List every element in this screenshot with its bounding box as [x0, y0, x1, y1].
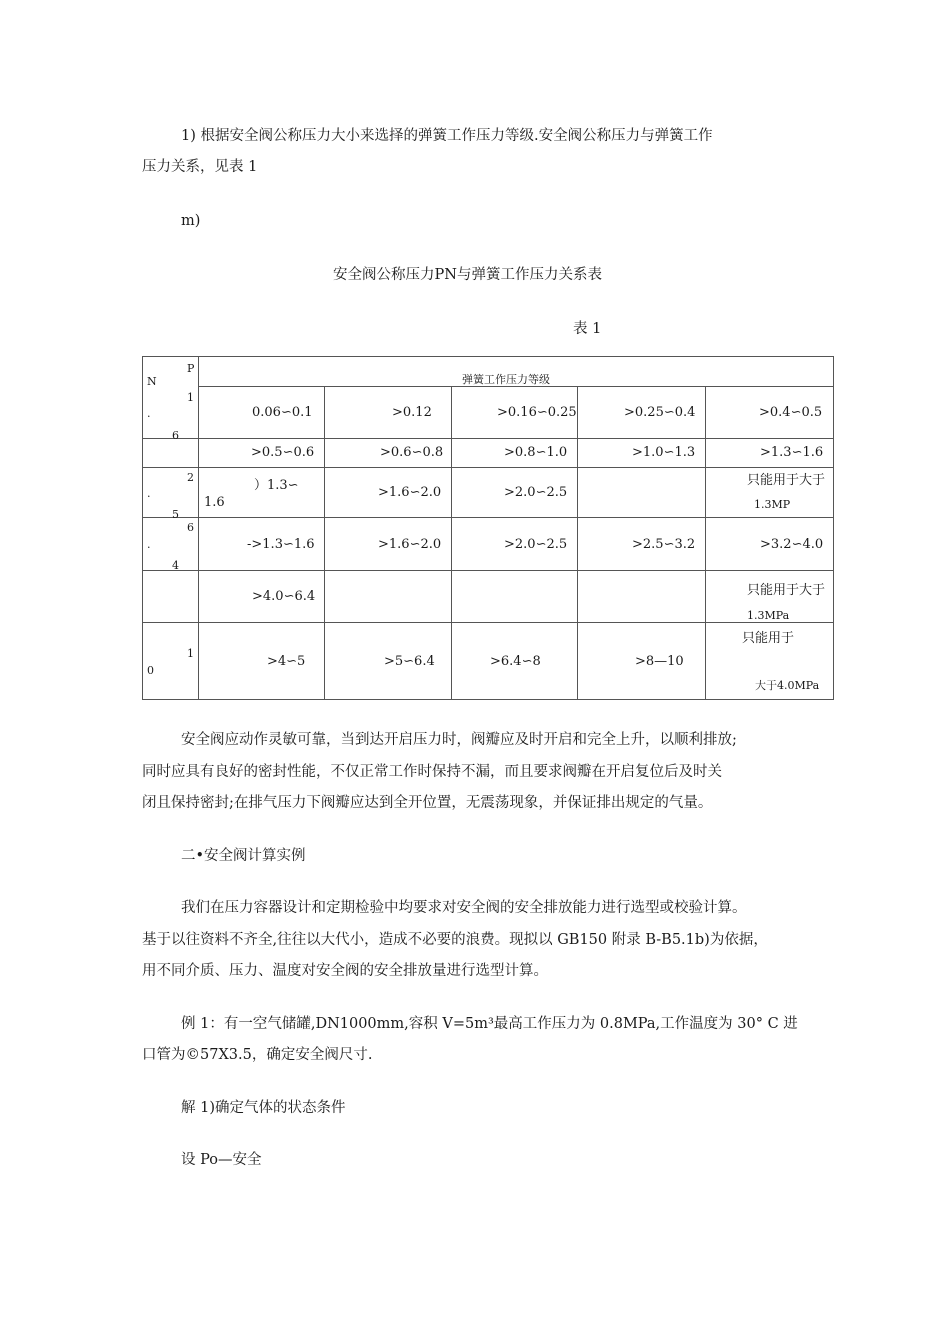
table-cell: >2.0∽2.5	[504, 537, 568, 552]
example-1-line-2: 口管为©57X3.5，确定安全阀尺寸.	[142, 1047, 373, 1063]
pressure-relation-table	[142, 356, 834, 700]
table-cell: >3.2∽4.0	[760, 537, 824, 552]
pn-value: 1	[187, 391, 194, 404]
header-pn-n: N	[147, 375, 157, 388]
table-cell: >4∽5	[267, 654, 306, 669]
body-paragraph-2-line-2: 基于以往资料不齐全,往往以大代小，造成不必要的浪费。现拟以 GB150 附录 B-B5.1b)为依据，	[142, 932, 768, 948]
table-cell: 0.06∽0.1	[252, 405, 313, 420]
table-cell: 只能用于大于	[747, 583, 826, 598]
table-cell: 只能用于大于	[747, 473, 826, 488]
pn-value: 4	[172, 559, 179, 572]
table-cell: >2.5∽3.2	[632, 537, 696, 552]
table-cell: >0.4∽0.5	[759, 405, 823, 420]
pn-value: 0	[147, 664, 154, 677]
header-pn-p: P	[187, 362, 195, 375]
table-cell: >1.6∽2.0	[378, 485, 442, 500]
example-1-line-1: 例 1：有一空气储罐,DN1000mm,容积 V=5m³最高工作压力为 0.8MPa,工作温度为 30° C 进	[181, 1016, 798, 1032]
table-cell: >0.25∽0.4	[624, 405, 696, 420]
table-cell: 1.3MP	[754, 498, 791, 511]
solution-step: 解 1)确定气体的状态条件	[181, 1100, 346, 1116]
body-paragraph-2-line-1: 我们在压力容器设计和定期检验中均要求对安全阀的安全排放能力进行选型或校验计算。	[181, 900, 747, 916]
pn-value: .	[147, 407, 151, 420]
pn-value: 1	[187, 647, 194, 660]
pn-value: .	[147, 487, 151, 500]
pn-value: 6	[187, 521, 194, 534]
table-cell: 只能用于	[742, 631, 795, 646]
intro-line-2: 压力关系，见表 1	[142, 159, 258, 175]
table-cell: >0.12	[392, 405, 432, 420]
pn-value: 5	[172, 508, 179, 521]
table-cell: ->1.3∽1.6	[247, 537, 315, 552]
table-cell: >1.0∽1.3	[632, 445, 696, 460]
table-cell: ）1.3∽	[254, 478, 299, 493]
pn-value: 6	[172, 429, 179, 442]
table-cell: >5∽6.4	[384, 654, 435, 669]
table-cell: >6.4∽8	[490, 654, 541, 669]
table-cell: 大于4.0MPa	[755, 679, 820, 692]
table-cell: >2.0∽2.5	[504, 485, 568, 500]
table-caption: 表 1	[573, 321, 602, 337]
table-cell: >0.5∽0.6	[251, 445, 315, 460]
table-title: 安全阀公称压力PN与弹簧工作压力关系表	[333, 267, 602, 283]
definition-line: 设 Po—安全	[181, 1152, 262, 1168]
unit-note: m)	[181, 213, 201, 229]
table-cell: >8—10	[635, 654, 684, 669]
section-heading: 二•安全阀计算实例	[181, 848, 306, 864]
body-paragraph-1-line-2: 同时应具有良好的密封性能，不仅正常工作时保持不漏，而且要求阀瓣在开启复位后及时关	[142, 764, 722, 780]
table-cell: >1.3∽1.6	[760, 445, 824, 460]
header-spring-pressure: 弹簧工作压力等级	[462, 373, 550, 386]
table-cell: >0.6∽0.8	[380, 445, 444, 460]
table-cell: >0.16∽0.25	[497, 405, 577, 420]
intro-line-1: 1) 根据安全阀公称压力大小来选择的弹簧工作压力等级.安全阀公称压力与弹簧工作	[181, 128, 713, 144]
pn-value: 2	[187, 471, 194, 484]
body-paragraph-1-line-1: 安全阀应动作灵敏可靠，当到达开启压力时，阀瓣应及时开启和完全上升，以顺利排放;	[181, 732, 737, 748]
pn-value: .	[147, 538, 151, 551]
body-paragraph-1-line-3: 闭且保持密封;在排气压力下阀瓣应达到全开位置，无震荡现象，并保证排出规定的气量。	[142, 795, 713, 811]
body-paragraph-2-line-3: 用不同介质、压力、温度对安全阀的安全排放量进行选型计算。	[142, 963, 548, 979]
table-cell: 1.3MPa	[747, 609, 790, 622]
table-cell: >4.0∽6.4	[252, 589, 316, 604]
table-cell: 1.6	[204, 495, 225, 510]
table-cell: >0.8∽1.0	[504, 445, 568, 460]
table-cell: >1.6∽2.0	[378, 537, 442, 552]
